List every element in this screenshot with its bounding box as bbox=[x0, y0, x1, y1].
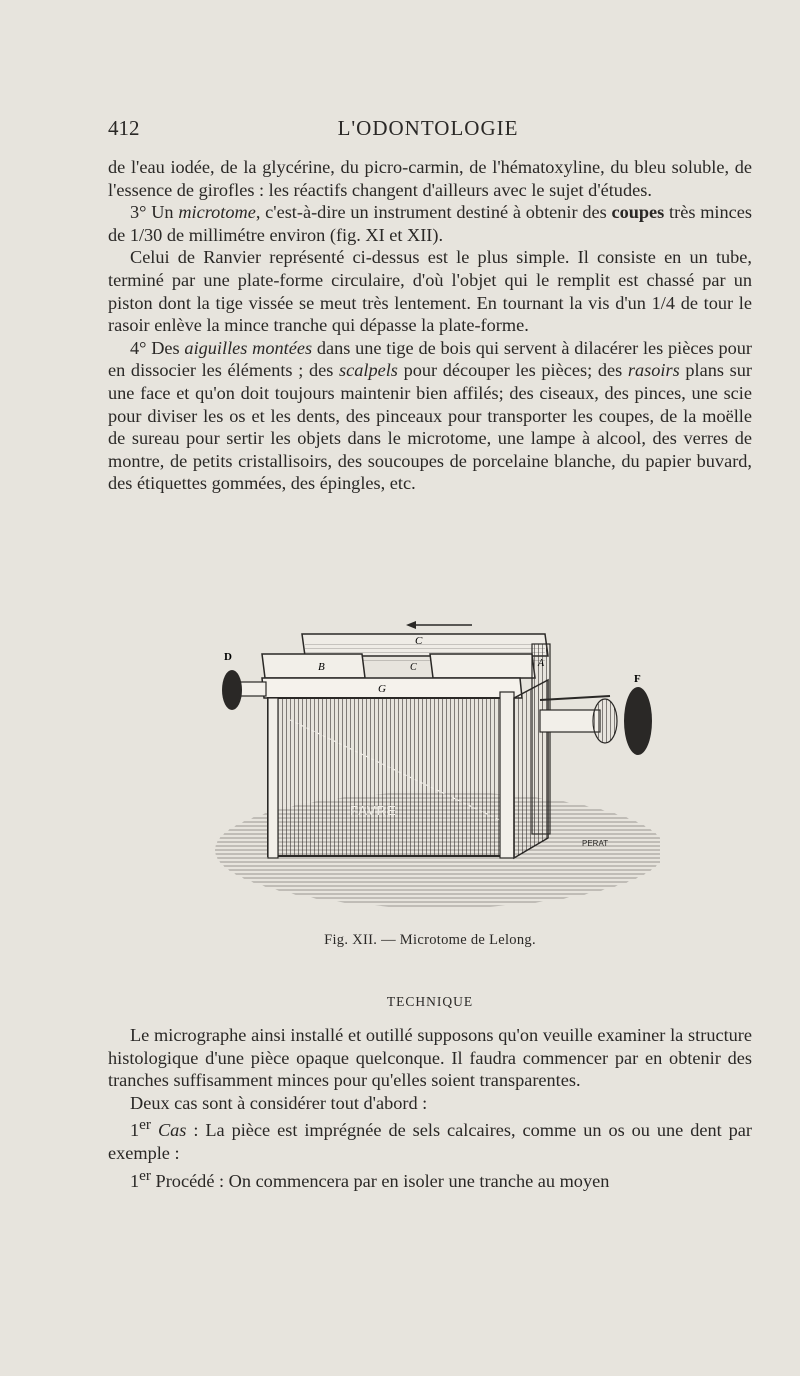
paragraph: Deux cas sont à considérer tout d'abord : bbox=[130, 1092, 428, 1113]
paragraph: 3° Un microtome, c'est-à-dire un instrument destiné à obtenir des coupes très minces de 1/30 de millimétre environ (fig. XI et XII). bbox=[108, 202, 752, 245]
block-b bbox=[262, 654, 365, 678]
paragraph: Celui de Ranvier représenté ci-dessus est le plus simple. Il consiste en un tube, terminé par une plate-forme circulaire, d'où l'objet qui le remplit est chassé par un piston dont la tige vissée se meut très lentement. En tournant la vis d'un 1/4 de tour le rasoir enlève la mince tranche qui dépasse la plate-forme. bbox=[108, 247, 752, 336]
paragraph: 1er Procédé : On commencera par en isoler une tranche au moyen bbox=[130, 1166, 610, 1191]
label-b: B bbox=[318, 661, 325, 673]
label-c-small: C bbox=[410, 662, 417, 673]
figure-caption: Fig. XII. — Microtome de Lelong. bbox=[324, 932, 536, 948]
page-number: 412 bbox=[108, 116, 140, 140]
paragraph: Le micrographe ainsi installé et outillé supposons qu'on veuille examiner la structure histologique d'une pièce opaque quelconque. Il faudra commencer par en obtenir des tranches suffisamment minces pour qu'elles soient transparentes. bbox=[108, 1025, 752, 1091]
label-g: G bbox=[378, 683, 386, 695]
page-header bbox=[108, 116, 748, 146]
label-d: D bbox=[224, 651, 232, 663]
microtome-illustration bbox=[210, 620, 660, 920]
top-plate bbox=[262, 678, 522, 698]
paragraph: de l'eau iodée, de la glycérine, du picro-carmin, de l'hématoxyline, du bleu soluble, de l'essence de girofles : les réactifs changent d'ailleurs avec le sujet d'études. bbox=[108, 157, 752, 200]
label-a: A bbox=[538, 658, 545, 669]
label-f: F bbox=[634, 673, 641, 685]
body-text-top bbox=[108, 156, 752, 495]
paragraph: 4° Des aiguilles montées dans une tige de bois qui servent à dilacérer les pièces pour en dissocier les éléments ; des scalpels pour découper les pièces; des rasoirs plans sur une face et qu'on doit toujours maintenir bien affilés; des ciseaux, des pinces, une scie pour diviser les os et les dents, des pinceaux pour transporter les coupes, de la moëlle de sureau pour sertir les objets dans le microtome, une lampe à alcool, des verres de montre, de petits cristallisoirs, des soucoupes de porcelaine blanche, du papier buvard, des étiquettes gommées, des épingles, etc. bbox=[108, 337, 752, 494]
paragraph: 1er Cas : La pièce est imprégnée de sels calcaires, comme un os ou une dent par exemple : bbox=[108, 1116, 752, 1164]
right-knob bbox=[624, 687, 652, 755]
block-a bbox=[430, 654, 535, 678]
maker-mark: FAVRE bbox=[350, 803, 397, 818]
body-text-bottom bbox=[108, 1024, 752, 1192]
main-body bbox=[268, 698, 508, 856]
section-heading: TECHNIQUE bbox=[386, 994, 474, 1009]
engraver-mark: PERAT bbox=[582, 839, 609, 848]
left-knob bbox=[222, 670, 242, 710]
running-title: L'ODONTOLOGIE bbox=[337, 116, 519, 140]
label-c: C bbox=[415, 635, 423, 647]
